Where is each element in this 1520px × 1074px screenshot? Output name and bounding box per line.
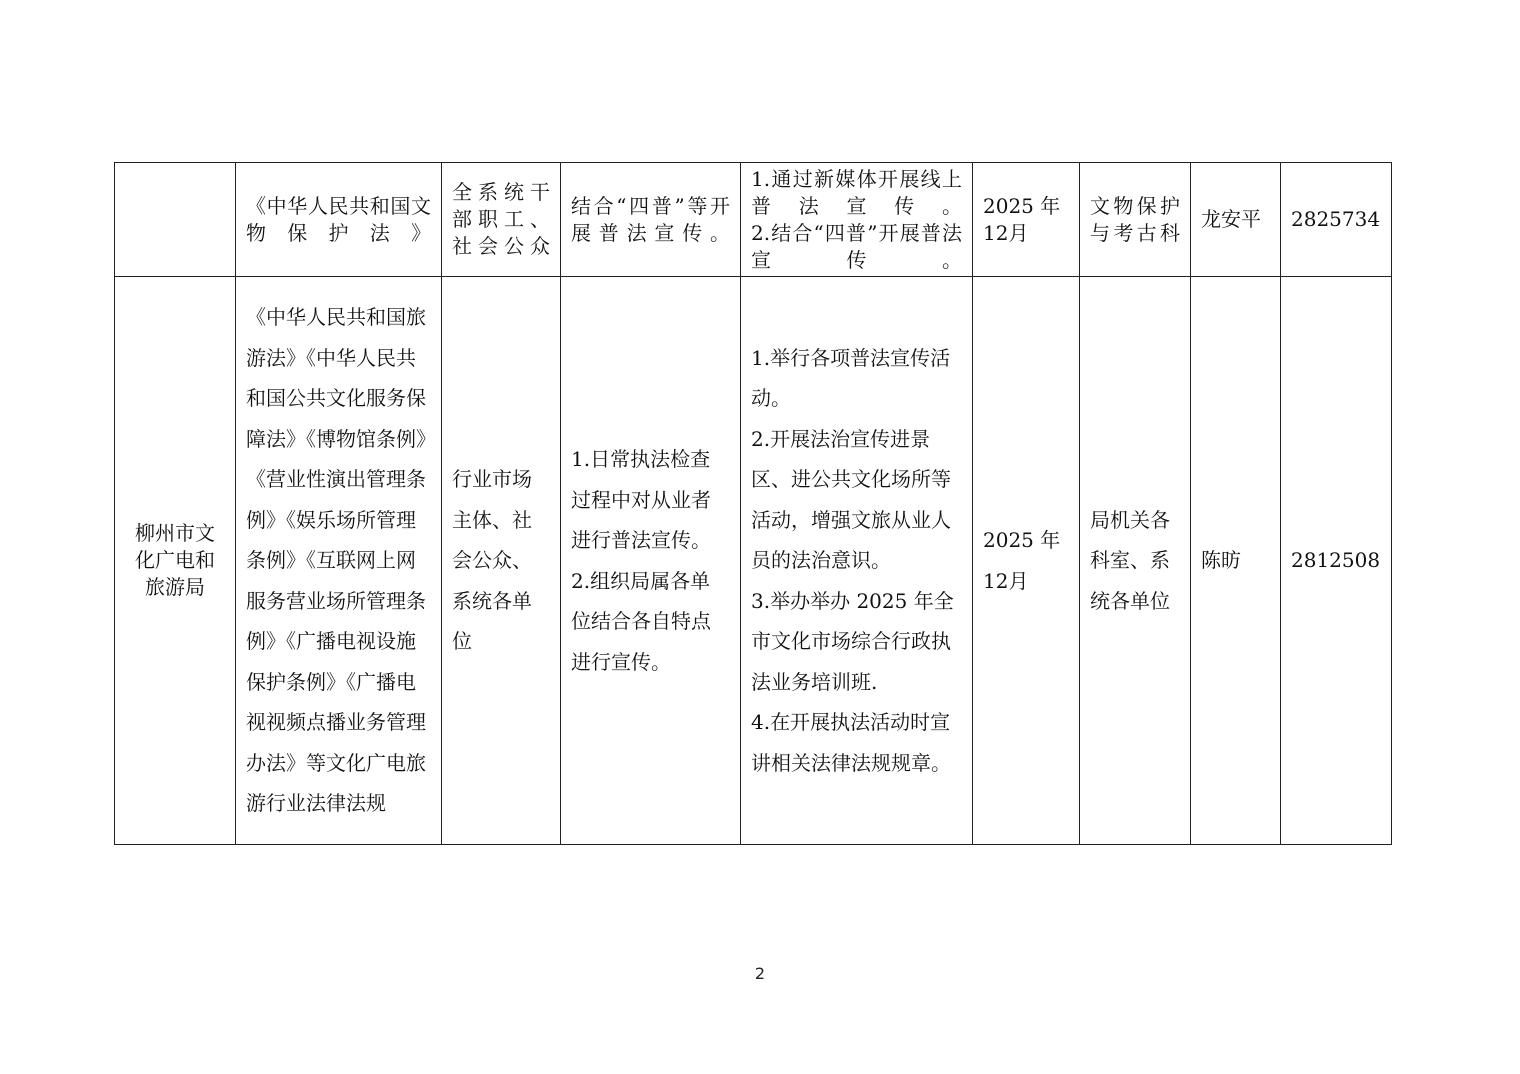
- unit-cell: 柳州市文化广电和旅游局: [115, 277, 236, 845]
- method-cell: [561, 277, 741, 845]
- contact-cell: 陈昉: [1191, 277, 1281, 845]
- time-cell: 2025 年 12月: [973, 277, 1080, 845]
- activity-item: 2.结合“四普”开展普法宣传。: [751, 220, 962, 272]
- department-cell: 文物保护与考古科: [1080, 163, 1191, 277]
- laws-cell: 《中华人民共和国文物保护法》: [236, 163, 442, 277]
- table-row: [115, 277, 1392, 845]
- activity-item: 4.在开展执法活动时宣讲相关法律法规规章。: [751, 710, 951, 775]
- activity-item: 2.开展法治宣传进景区、进公共文化场所等活动，增强文旅从业人员的法治意识。: [751, 426, 951, 573]
- phone-cell: 2825734: [1281, 163, 1392, 277]
- audience-cell: 全系统干部职工、社会公众: [442, 163, 561, 277]
- table-row: [115, 163, 1392, 277]
- department-cell: 局机关各科室、系统各单位: [1080, 277, 1191, 845]
- page-number: 2: [754, 964, 766, 983]
- laws-cell: 《中华人民共和国旅游法》《中华人民共和国公共文化服务保障法》《博物馆条例》《营业性演出管理条例》《娱乐场所管理条例》《互联网上网服务营业场所管理条例》《广播电视设施保护条例》《广播电视视频点播业务管理办法》等文化广电旅游行业法律法规: [236, 277, 442, 845]
- time-cell: 2025 年 12月: [973, 163, 1080, 277]
- activity-item: 3.举办举办 2025 年全市文化市场综合行政执法业务培训班.: [751, 588, 954, 694]
- method-item: 2.组织局属各单位结合各自特点进行宣传。: [571, 568, 711, 674]
- audience-cell: 行业市场主体、社会公众、系统各单位: [442, 277, 561, 845]
- method-cell: 结合“四普”等开展普法宣传。: [561, 163, 741, 277]
- activity-item: 1.通过新媒体开展线上普法宣传。: [751, 166, 962, 218]
- activity-item: 1.举行各项普法宣传活动。: [751, 345, 951, 411]
- contact-cell: 龙安平: [1191, 163, 1281, 277]
- phone-cell: 2812508: [1281, 277, 1392, 845]
- activities-cell: [741, 163, 973, 277]
- unit-cell: [115, 163, 236, 277]
- law-publicity-table: [114, 162, 1392, 845]
- activities-cell: [741, 277, 973, 845]
- method-item: 1.日常执法检查过程中对从业者进行普法宣传。: [571, 447, 711, 552]
